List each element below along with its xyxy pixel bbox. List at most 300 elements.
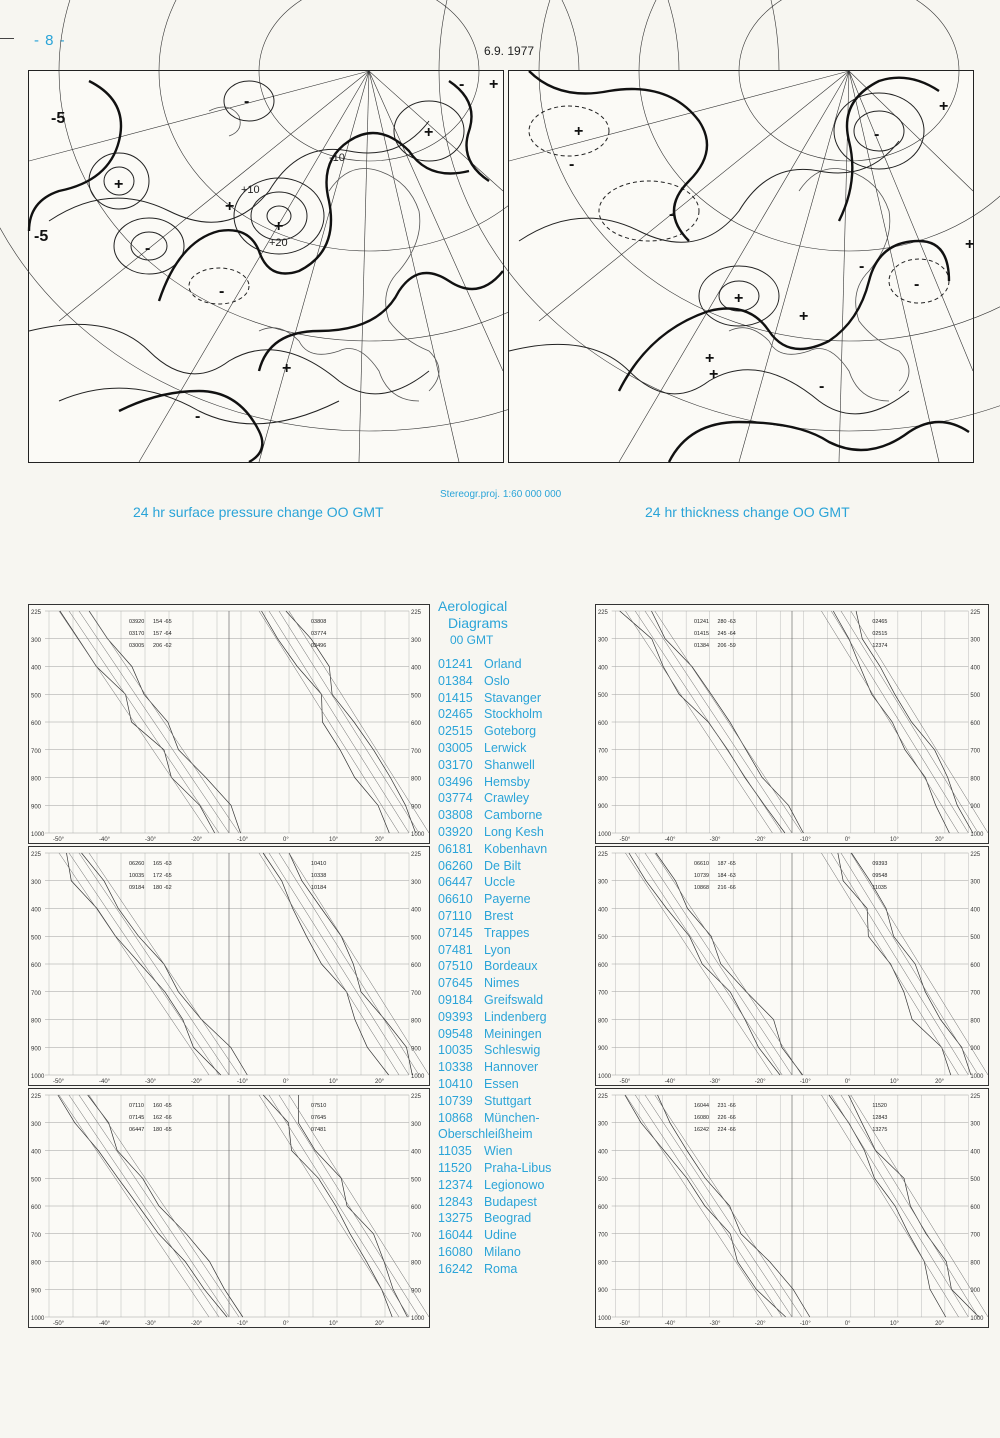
temp-tick: -50°: [53, 837, 65, 843]
diagram-station-value: 180 -62: [153, 885, 172, 891]
diagram-station-value: 224 -66: [717, 1126, 736, 1134]
diagram-station-value: 160 -65: [153, 1103, 172, 1109]
level-label: 700: [411, 1232, 422, 1239]
diagram-station-code: 07645: [311, 1115, 327, 1121]
level-label: 900: [597, 804, 608, 811]
station-name: Hannover: [484, 1060, 539, 1075]
diagram-station-code: 16044: [694, 1102, 709, 1110]
level-label: 225: [970, 609, 981, 617]
surface-pressure-map-svg: [29, 71, 503, 462]
station-code: 07110: [438, 908, 472, 923]
station-row: [438, 992, 598, 1009]
diagram-station-value: 172 -65: [153, 873, 172, 879]
edge-mark: [0, 38, 14, 39]
pressure-label: -: [459, 76, 465, 93]
station-name: Uccle: [484, 875, 516, 890]
diagram-station-value: 180 -65: [153, 1127, 172, 1133]
level-label: 225: [411, 1094, 422, 1100]
level-label: 1000: [411, 1074, 425, 1080]
station-code: 06610: [438, 892, 473, 907]
station-name: Bordeaux: [484, 959, 538, 974]
level-label: 900: [31, 1046, 42, 1053]
diagram-station-code: 01415: [694, 630, 709, 638]
level-label: 225: [31, 852, 42, 858]
station-code: 10338: [438, 1060, 473, 1075]
level-label: 225: [411, 610, 422, 616]
station-name: Camborne: [484, 808, 543, 823]
temp-tick: -10°: [237, 1321, 249, 1327]
aerological-diagram: [595, 846, 989, 1086]
station-code: 11520: [438, 1160, 472, 1175]
diagram-station-code: 10868: [694, 884, 709, 892]
station-name: Oslo: [484, 673, 510, 688]
temp-tick: -30°: [709, 1320, 721, 1328]
pressure-label: -: [244, 93, 250, 110]
station-name: Long Kesh: [484, 824, 544, 839]
diagram-station-value: 154 -65: [153, 619, 172, 625]
station-code: 03170: [438, 757, 473, 772]
station-name: Lyon: [484, 942, 511, 957]
station-code: 03808: [438, 808, 473, 823]
level-label: 300: [31, 637, 42, 644]
level-label: 1000: [970, 1315, 984, 1323]
station-code: 03005: [438, 740, 473, 755]
temp-tick: 0°: [844, 1078, 851, 1086]
level-label: 400: [411, 907, 422, 914]
level-label: 800: [31, 776, 42, 783]
level-label: 800: [597, 1018, 608, 1025]
level-label: 300: [597, 637, 608, 644]
left-map-caption: 24 hr surface pressure change OO GMT: [133, 504, 384, 520]
thickness-label: +: [705, 350, 715, 367]
level-label: 500: [970, 693, 981, 700]
temp-tick: 20°: [935, 1078, 944, 1086]
level-label: 1000: [411, 832, 425, 838]
level-label: 1000: [31, 1074, 45, 1080]
level-label: 600: [31, 721, 42, 727]
aerological-diagram: [28, 1088, 430, 1328]
level-label: 400: [31, 665, 42, 672]
temp-tick: 10°: [329, 837, 339, 843]
level-label: 400: [411, 665, 422, 672]
station-name: Meiningen: [484, 1026, 542, 1041]
diagram-svg: [29, 1089, 429, 1327]
pressure-label: +: [424, 124, 434, 141]
title-line: Aerological: [438, 598, 508, 614]
temp-tick: 10°: [329, 1079, 339, 1085]
thickness-label: +: [965, 236, 975, 253]
station-name: Hemsby: [484, 774, 530, 789]
level-label: 500: [970, 1177, 981, 1184]
thickness-change-map: [508, 70, 974, 463]
level-label: 1000: [970, 1073, 984, 1081]
level-label: 700: [411, 990, 422, 997]
pressure-label: -: [195, 408, 201, 425]
level-label: 400: [31, 907, 42, 914]
temp-tick: 0°: [283, 1079, 289, 1085]
station-row: [438, 1160, 598, 1177]
diagram-station-code: 12374: [872, 642, 888, 650]
diagram-station-value: 206 -59: [717, 642, 736, 650]
station-code: 09548: [438, 1026, 473, 1041]
level-label: 300: [31, 1121, 42, 1128]
station-code: 07645: [438, 976, 473, 991]
level-label: 500: [597, 935, 608, 942]
page-date: 6.9. 1977: [484, 44, 535, 58]
level-label: 400: [970, 1149, 981, 1156]
level-label: 700: [597, 990, 608, 997]
level-label: 800: [970, 776, 981, 783]
diagram-station-code: 10410: [311, 861, 327, 867]
level-label: 600: [411, 1205, 422, 1211]
level-label: 225: [597, 851, 608, 859]
diagram-station-value: 187 -65: [717, 860, 736, 868]
temp-tick: -20°: [754, 1320, 766, 1328]
diagram-station-code: 01384: [694, 642, 709, 650]
station-name: Stuttgart: [484, 1093, 532, 1108]
temp-tick: -20°: [754, 1078, 766, 1086]
station-row: [438, 1143, 598, 1160]
level-label: 700: [31, 990, 42, 997]
aerological-diagram: [28, 604, 430, 844]
level-label: 700: [597, 1232, 608, 1239]
station-row: [438, 824, 598, 841]
station-row: [438, 858, 598, 875]
diagram-station-code: 06447: [129, 1127, 145, 1133]
station-code: 10410: [438, 1076, 473, 1091]
level-label: 600: [970, 962, 981, 970]
station-code: 09393: [438, 1009, 473, 1024]
diagram-station-value: 157 -64: [153, 631, 172, 637]
thickness-label: -: [669, 206, 675, 223]
station-code: 07481: [438, 942, 473, 957]
level-label: 1000: [597, 1315, 612, 1323]
station-code: 13275: [438, 1211, 473, 1226]
diagram-station-code: 11520: [872, 1102, 887, 1110]
diagram-station-code: 16080: [694, 1114, 709, 1122]
level-label: 300: [411, 637, 422, 644]
station-row: [438, 1210, 598, 1227]
station-name: Orland: [484, 657, 522, 671]
station-name: Kobenhavn: [484, 841, 548, 856]
station-code: 02465: [438, 707, 473, 722]
station-row: [438, 1042, 598, 1059]
station-code: 03774: [438, 791, 473, 806]
diagram-station-code: 10338: [311, 873, 327, 879]
station-row: [438, 942, 598, 959]
diagram-station-code: 03170: [129, 631, 145, 637]
diagram-station-value: 245 -64: [717, 630, 736, 638]
diagram-station-value: 184 -63: [717, 872, 736, 880]
temp-tick: -20°: [754, 836, 766, 844]
diagram-station-value: 206 -62: [153, 643, 172, 649]
level-label: 700: [970, 990, 981, 997]
pressure-label: +10: [241, 184, 260, 196]
diagram-station-code: 09548: [872, 872, 888, 880]
thickness-map-svg: [509, 71, 973, 462]
station-list: [438, 656, 598, 1277]
level-label: 500: [597, 693, 608, 700]
temp-tick: 0°: [283, 1321, 289, 1327]
thickness-label: +: [939, 98, 949, 115]
diagram-station-value: 216 -66: [717, 884, 736, 892]
diagram-station-code: 06260: [129, 861, 145, 867]
thickness-label: +: [799, 308, 809, 325]
temp-tick: -20°: [191, 837, 203, 843]
thickness-label: -: [914, 276, 920, 293]
projection-note: Stereogr.proj. 1:60 000 000: [440, 489, 562, 500]
diagram-station-code: 07110: [129, 1103, 144, 1109]
diagram-station-code: 07510: [311, 1103, 327, 1109]
level-label: 800: [597, 1260, 608, 1267]
station-row: [438, 908, 598, 925]
level-label: 600: [597, 962, 608, 970]
station-code: 12843: [438, 1194, 473, 1209]
temp-tick: -10°: [237, 837, 249, 843]
level-label: 600: [970, 720, 981, 728]
level-label: 900: [970, 804, 981, 811]
diagram-station-code: 09393: [872, 860, 888, 868]
station-name: Roma: [484, 1261, 518, 1276]
temp-tick: -10°: [799, 1078, 811, 1086]
level-label: 600: [31, 963, 42, 969]
level-label: 800: [411, 1018, 422, 1025]
station-code: 06260: [438, 858, 473, 873]
diagram-station-value: 162 -66: [153, 1115, 172, 1121]
level-label: 900: [411, 804, 422, 811]
diagram-station-value: 280 -63: [717, 618, 736, 626]
station-code: 06447: [438, 875, 473, 890]
level-label: 225: [970, 1093, 981, 1101]
station-name: Brest: [484, 908, 514, 923]
temp-tick: -30°: [145, 1321, 157, 1327]
diagram-svg: [596, 847, 988, 1085]
station-name: Greifswald: [484, 992, 544, 1007]
temp-tick: -40°: [99, 1079, 111, 1085]
pressure-label: -: [219, 283, 225, 300]
station-code: 09184: [438, 992, 473, 1007]
title-line: Diagrams: [448, 615, 508, 631]
temp-tick: 20°: [375, 1321, 385, 1327]
station-row: [438, 757, 598, 774]
station-code: 11035: [438, 1144, 472, 1159]
pressure-label: +: [274, 218, 284, 235]
diagram-station-code: 07481: [311, 1127, 327, 1133]
diagram-station-code: 01241: [694, 618, 709, 626]
station-row: [438, 891, 598, 908]
temp-tick: 0°: [844, 1320, 851, 1328]
temp-tick: 20°: [935, 836, 944, 844]
temp-tick: -40°: [99, 837, 111, 843]
level-label: 600: [31, 1205, 42, 1211]
diagram-station-code: 06610: [694, 860, 709, 868]
station-code: 07510: [438, 959, 473, 974]
station-row: [438, 1009, 598, 1026]
level-label: 400: [31, 1149, 42, 1156]
level-label: 400: [970, 665, 981, 672]
level-label: 225: [597, 609, 608, 617]
level-label: 300: [31, 879, 42, 886]
station-row: [438, 1059, 598, 1076]
temp-tick: -20°: [191, 1321, 203, 1327]
temp-tick: -40°: [99, 1321, 111, 1327]
station-name: Trappes: [484, 925, 530, 940]
station-row: [438, 975, 598, 992]
level-label: 800: [970, 1018, 981, 1025]
station-name: Stockholm: [484, 707, 543, 722]
station-name: Shanwell: [484, 757, 535, 772]
aerological-diagram: [595, 1088, 989, 1328]
level-label: 300: [597, 879, 608, 886]
level-label: 900: [31, 1288, 42, 1295]
station-code: 03920: [438, 824, 473, 839]
pressure-label: +20: [269, 237, 288, 249]
station-code: 02515: [438, 724, 473, 739]
station-name: Beograd: [484, 1211, 532, 1226]
pressure-label: +: [114, 176, 124, 193]
temp-tick: 20°: [935, 1320, 944, 1328]
station-name: Goteborg: [484, 724, 537, 739]
station-row: [438, 1244, 598, 1261]
temp-tick: -10°: [237, 1079, 249, 1085]
station-code: 01415: [438, 690, 473, 705]
temp-tick: 10°: [890, 836, 899, 844]
diagram-station-code: 09184: [129, 885, 145, 891]
station-row: [438, 1261, 598, 1278]
temp-tick: 0°: [844, 836, 851, 844]
station-code: 07145: [438, 925, 473, 940]
temp-tick: -40°: [664, 836, 676, 844]
temp-tick: -50°: [53, 1321, 65, 1327]
station-row: [438, 1110, 598, 1127]
level-label: 1000: [970, 831, 984, 839]
pressure-label: -5: [51, 110, 66, 127]
level-label: 300: [970, 1121, 981, 1128]
level-label: 400: [597, 665, 608, 672]
station-row: [438, 1093, 598, 1110]
station-code: 03496: [438, 774, 473, 789]
station-name: Stavanger: [484, 690, 541, 705]
level-label: 900: [970, 1046, 981, 1053]
level-label: 500: [597, 1177, 608, 1184]
station-name: Schleswig: [484, 1043, 541, 1058]
level-label: 600: [970, 1204, 981, 1212]
level-label: 300: [411, 879, 422, 886]
diagram-station-code: 07145: [129, 1115, 145, 1121]
temp-tick: -50°: [619, 836, 631, 844]
diagram-station-code: 02465: [872, 618, 888, 626]
diagram-station-code: 03808: [311, 619, 327, 625]
station-row: [438, 807, 598, 824]
aerological-diagram: [595, 604, 989, 844]
level-label: 300: [597, 1121, 608, 1128]
level-label: 600: [597, 720, 608, 728]
diagram-station-code: 03920: [129, 619, 145, 625]
station-row: [438, 841, 598, 858]
thickness-label: -: [819, 378, 825, 395]
station-row: [438, 1026, 598, 1043]
level-label: 900: [597, 1046, 608, 1053]
level-label: 225: [411, 852, 422, 858]
station-name: Udine: [484, 1228, 517, 1243]
temp-tick: -40°: [664, 1078, 676, 1086]
diagram-station-code: 16242: [694, 1126, 709, 1134]
station-row: [438, 1177, 598, 1194]
right-map-caption: 24 hr thickness change OO GMT: [645, 504, 850, 520]
station-row: [438, 673, 598, 690]
station-code: 12374: [438, 1177, 473, 1192]
diagram-station-value: 231 -66: [717, 1102, 736, 1110]
pressure-label: -: [145, 240, 151, 257]
level-label: 800: [31, 1018, 42, 1025]
level-label: 900: [31, 804, 42, 811]
temp-tick: 10°: [890, 1320, 899, 1328]
level-label: 400: [970, 907, 981, 914]
temp-tick: -30°: [709, 836, 721, 844]
station-name: Nimes: [484, 976, 520, 991]
station-code: 01241: [438, 657, 473, 671]
level-label: 400: [597, 907, 608, 914]
station-name: Budapest: [484, 1194, 537, 1209]
level-label: 225: [31, 1094, 42, 1100]
diagram-station-code: 03496: [311, 643, 327, 649]
temp-tick: -50°: [619, 1078, 631, 1086]
station-name: Wien: [484, 1144, 513, 1159]
station-row: [438, 706, 598, 723]
level-label: 500: [411, 693, 422, 700]
station-code: 01384: [438, 673, 473, 688]
title-line: 00 GMT: [450, 633, 494, 647]
station-row: [438, 925, 598, 942]
thickness-label: -: [569, 156, 575, 173]
level-label: 500: [31, 693, 42, 700]
diagram-station-code: 03005: [129, 643, 145, 649]
level-label: 500: [970, 935, 981, 942]
level-label: 700: [31, 1232, 42, 1239]
temp-tick: -40°: [664, 1320, 676, 1328]
level-label: 900: [411, 1046, 422, 1053]
level-label: 500: [31, 935, 42, 942]
station-name: Legionowo: [484, 1177, 545, 1192]
station-row: [438, 740, 598, 757]
temp-tick: -50°: [53, 1079, 65, 1085]
pressure-label: +: [489, 76, 499, 93]
station-name: Lerwick: [484, 740, 527, 755]
level-label: 600: [411, 963, 422, 969]
level-label: 1000: [411, 1316, 425, 1322]
pressure-label: +: [225, 198, 235, 215]
station-code: 16044: [438, 1228, 473, 1243]
station-code: 10868: [438, 1110, 473, 1125]
station-code: 16242: [438, 1261, 473, 1276]
station-row: [438, 874, 598, 891]
station-name: Milano: [484, 1244, 521, 1259]
level-label: 900: [411, 1288, 422, 1295]
level-label: 400: [597, 1149, 608, 1156]
level-label: 1000: [31, 832, 45, 838]
level-label: 800: [597, 776, 608, 783]
level-label: 700: [970, 748, 981, 755]
diagram-station-code: 10184: [311, 885, 327, 891]
level-label: 1000: [31, 1316, 45, 1322]
surface-pressure-change-map: [28, 70, 504, 463]
level-label: 700: [597, 748, 608, 755]
level-label: 400: [411, 1149, 422, 1156]
station-name: Payerne: [484, 892, 531, 907]
level-label: 300: [970, 637, 981, 644]
station-name: De Bilt: [484, 858, 521, 873]
temp-tick: 10°: [890, 1078, 899, 1086]
